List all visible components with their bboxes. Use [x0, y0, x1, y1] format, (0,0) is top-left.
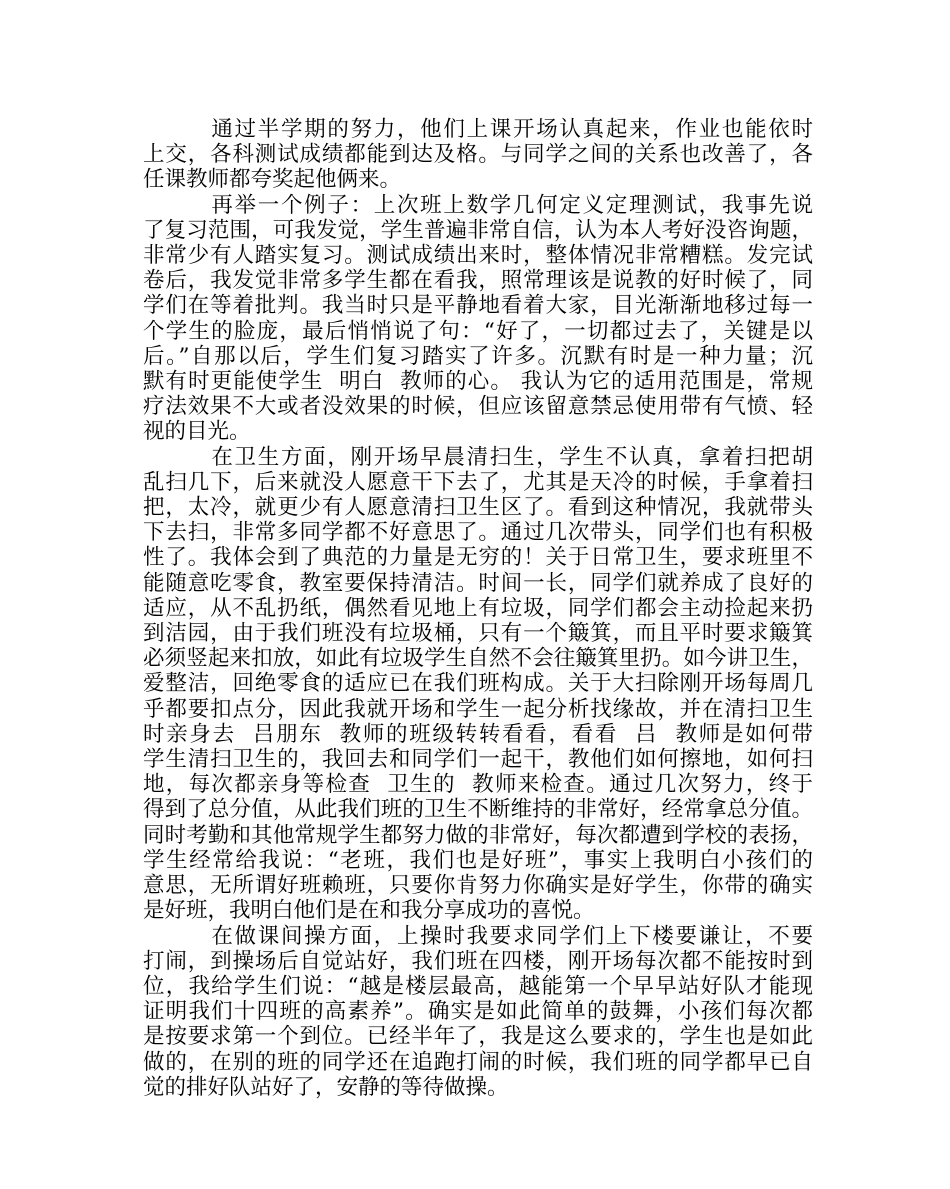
- text-line: 觉的排好队站好了，安静的等待做操。: [143, 1074, 509, 1100]
- text-line: 是好班，我明白他们是在和我分享成功的喜悦。: [143, 898, 595, 924]
- text-line: 后。”自那以后，学生们复习踏实了许多。沉默有时是一种力量；沉: [143, 343, 813, 369]
- text-line: 做的，在别的班的同学还在追跑打闹的时候，我们班的同学都早已自: [143, 1049, 813, 1075]
- text-line: 到洁园，由于我们班没有垃圾桶，只有一个簸箕，而且平时要求簸箕: [143, 621, 813, 647]
- text-line: 把，太冷，就更少有人愿意清扫卫生区了。看到这种情况，我就带头: [143, 495, 813, 521]
- text-line: 适应，从不乱扔纸，偶然看见地上有垃圾，同学们都会主动捡起来扔: [143, 595, 813, 621]
- text-line: 卷后，我发觉非常多学生都在看我，照常理该是说教的好时候了，同: [143, 268, 813, 294]
- text-line: 乎都要扣点分，因此我就开场和学生一起分析找缘故，并在清扫卫生: [143, 696, 813, 722]
- text-line: 学生经常给我说：“老班，我们也是好班”，事实上我明白小孩们的: [143, 847, 813, 873]
- paragraph-math-test-example: [143, 193, 813, 445]
- text-line: 是按要求第一个到位。已经半年了，我是这么要求的，学生也是如此: [143, 1024, 813, 1050]
- text-line: 同时考勤和其他常规学生都努力做的非常好，每次都遭到学校的表扬，: [143, 822, 813, 848]
- paragraph-exercise-break: [143, 924, 813, 1100]
- text-line: 意思，无所谓好班赖班，只要你肯努力你确实是好学生，你带的确实: [143, 873, 813, 899]
- text-line: 乱扫几下，后来就没人愿意干下去了，尤其是天冷的时候，手拿着扫: [143, 469, 813, 495]
- text-line: 证明我们十四班的高素养”。确实是如此简单的鼓舞，小孩们每次都: [143, 999, 813, 1025]
- text-line: 在卫生方面，刚开场早晨清扫生，学生不认真，拿着扫把胡: [143, 444, 813, 470]
- text-line: 通过半学期的努力，他们上课开场认真起来，作业也能依时: [143, 117, 813, 142]
- text-line: 了复习范围，可我发觉，学生普遍非常自信，认为本人考好没咨询题，: [143, 217, 813, 243]
- text-line: 打闹，到操场后自觉站好，我们班在四楼，刚开场每次都不能按时到: [143, 948, 813, 974]
- text-line: 爱整洁，回绝零食的适应已在我们班构成。关于大扫除刚开场每周几: [143, 671, 813, 697]
- paragraph-effort-results: [143, 117, 813, 193]
- text-line: 上交，各科测试成绩都能到达及格。与同学之间的关系也改善了，各: [143, 142, 813, 168]
- text-line: 时亲身去 吕朋东 教师的班级转转看看，看看 吕 教师是如何带: [143, 721, 813, 747]
- text-line: 非常少有人踏实复习。测试成绩出来时，整体情况非常糟糕。发完试: [143, 243, 813, 269]
- document-body: [143, 117, 813, 1100]
- text-line: 必须竖起来扣放，如此有垃圾学生自然不会往簸箕里扔。如今讲卫生，: [143, 646, 813, 672]
- text-line: 任课教师都夸奖起他俩来。: [143, 167, 402, 193]
- text-line: 地，每次都亲身等检查 卫生的 教师来检查。通过几次努力，终于: [143, 772, 813, 798]
- text-line: 学生清扫卫生的，我回去和同学们一起干，教他们如何擦地，如何扫: [143, 747, 813, 773]
- text-line: 疗法效果不大或者没效果的时候，但应该留意禁忌使用带有气愤、轻: [143, 394, 813, 420]
- text-line: 再举一个例子：上次班上数学几何定义定理测试，我事先说: [143, 192, 813, 218]
- paragraph-hygiene: [143, 445, 813, 924]
- text-line: 在做课间操方面，上操时我要求同学们上下楼要谦让，不要: [143, 923, 813, 949]
- text-line: 默有时更能使学生 明白 教师的心。 我认为它的适用范围是，常规: [143, 369, 813, 395]
- text-line: 能随意吃零食，教室要保持清洁。时间一长，同学们就养成了良好的: [143, 570, 813, 596]
- text-line: 性了。我体会到了典范的力量是无穷的！关于日常卫生，要求班里不: [143, 545, 813, 571]
- text-line: 视的目光。: [143, 419, 251, 445]
- text-line: 学们在等着批判。我当时只是平静地看着大家，目光渐渐地移过每一: [143, 293, 813, 319]
- text-line: 下去扫，非常多同学都不好意思了。通过几次带头，同学们也有积极: [143, 520, 813, 546]
- text-line: 个学生的脸庞，最后悄悄说了句：“好了，一切都过去了，关键是以: [143, 318, 813, 344]
- text-line: 位，我给学生们说：“越是楼层最高，越能第一个早早站好队才能现: [143, 973, 813, 999]
- text-line: 得到了总分值，从此我们班的卫生不断维持的非常好，经常拿总分值。: [143, 797, 813, 823]
